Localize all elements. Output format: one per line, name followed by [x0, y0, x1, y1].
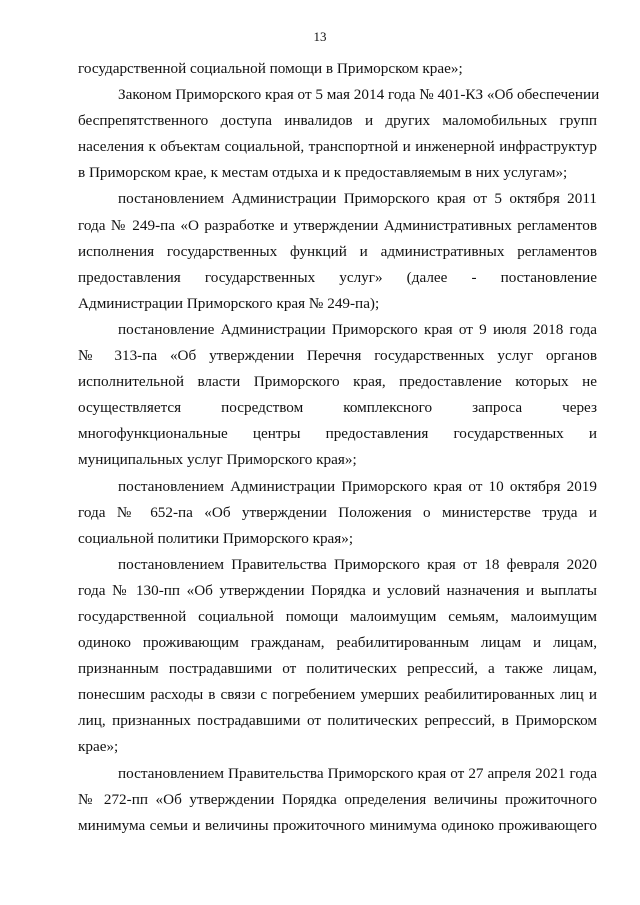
- text-line: № 272-пп «Об утверждении Порядка определения величины прожиточного: [78, 790, 597, 808]
- text-line: минимума семьи и величины прожиточного минимума одиноко проживающего: [78, 816, 597, 834]
- paragraph: [78, 56, 597, 82]
- text-line: беспрепятственного доступа инвалидов и других маломобильных групп: [78, 112, 597, 130]
- paragraph: [78, 186, 597, 316]
- text-line: Законом Приморского края от 5 мая 2014 года № 401-КЗ «Об обеспечении: [118, 86, 600, 104]
- text-line: исполнения государственных функций и административных регламентов: [78, 242, 597, 260]
- text-line: одиноко проживающим гражданам, реабилитированным лицам и лицам,: [78, 634, 597, 652]
- paragraph: [78, 82, 600, 186]
- text-line: лиц, признанных пострадавшими от политических репрессий, в Приморском: [78, 712, 597, 730]
- text-line: предоставления государственных услуг» (далее - постановление: [78, 268, 597, 286]
- text-line: муниципальных услуг Приморского края»;: [78, 451, 357, 469]
- text-line: Администрации Приморского края № 249-па);: [78, 294, 380, 312]
- text-line: постановлением Правительства Приморского края от 18 февраля 2020: [118, 555, 597, 573]
- page-number: 13: [313, 29, 327, 44]
- paragraph: [78, 474, 597, 552]
- text-line: года № 652-па «Об утверждении Положения о министерстве труда и: [78, 503, 597, 521]
- text-line: года № 249-па «О разработке и утверждении Административных регламентов: [78, 216, 597, 234]
- text-line: постановление Администрации Приморского края от 9 июля 2018 года: [118, 320, 597, 338]
- paragraph: [78, 761, 597, 839]
- text-line: исполнительной власти Приморского края, предоставление которых не: [78, 373, 597, 391]
- text-line: крае»;: [78, 738, 119, 756]
- text-line: понесшим расходы в связи с погребением умерших реабилитированных лиц и: [78, 686, 597, 704]
- text-line: населения к объектам социальной, транспортной и инженерной инфраструктур: [78, 138, 597, 156]
- text-line: признанным пострадавшими от политических репрессий, а также лицам,: [78, 660, 597, 678]
- text-line: года № 130-пп «Об утверждении Порядка и условий назначения и выплаты: [78, 581, 597, 599]
- paragraph: [78, 317, 597, 474]
- document-body: [78, 56, 600, 839]
- text-line: № 313-па «Об утверждении Перечня государственных услуг органов: [78, 347, 597, 365]
- text-line: осуществляется посредством комплексного запроса через: [78, 399, 597, 417]
- text-line: постановлением Правительства Приморского края от 27 апреля 2021 года: [118, 764, 597, 782]
- text-line: социальной политики Приморского края»;: [78, 529, 354, 547]
- text-line: государственной социальной помощи малоимущим семьям, малоимущим: [78, 607, 597, 625]
- paragraph: [78, 552, 597, 761]
- text-line: государственной социальной помощи в Приморском крае»;: [78, 60, 463, 77]
- text-line: в Приморском крае, к местам отдыха и к предоставляемым в них услугам»;: [78, 164, 568, 182]
- text-line: постановлением Администрации Приморского края от 10 октября 2019: [118, 477, 597, 495]
- text-line: постановлением Администрации Приморского края от 5 октября 2011: [118, 190, 597, 208]
- text-line: многофункциональные центры предоставления государственных и: [78, 425, 597, 443]
